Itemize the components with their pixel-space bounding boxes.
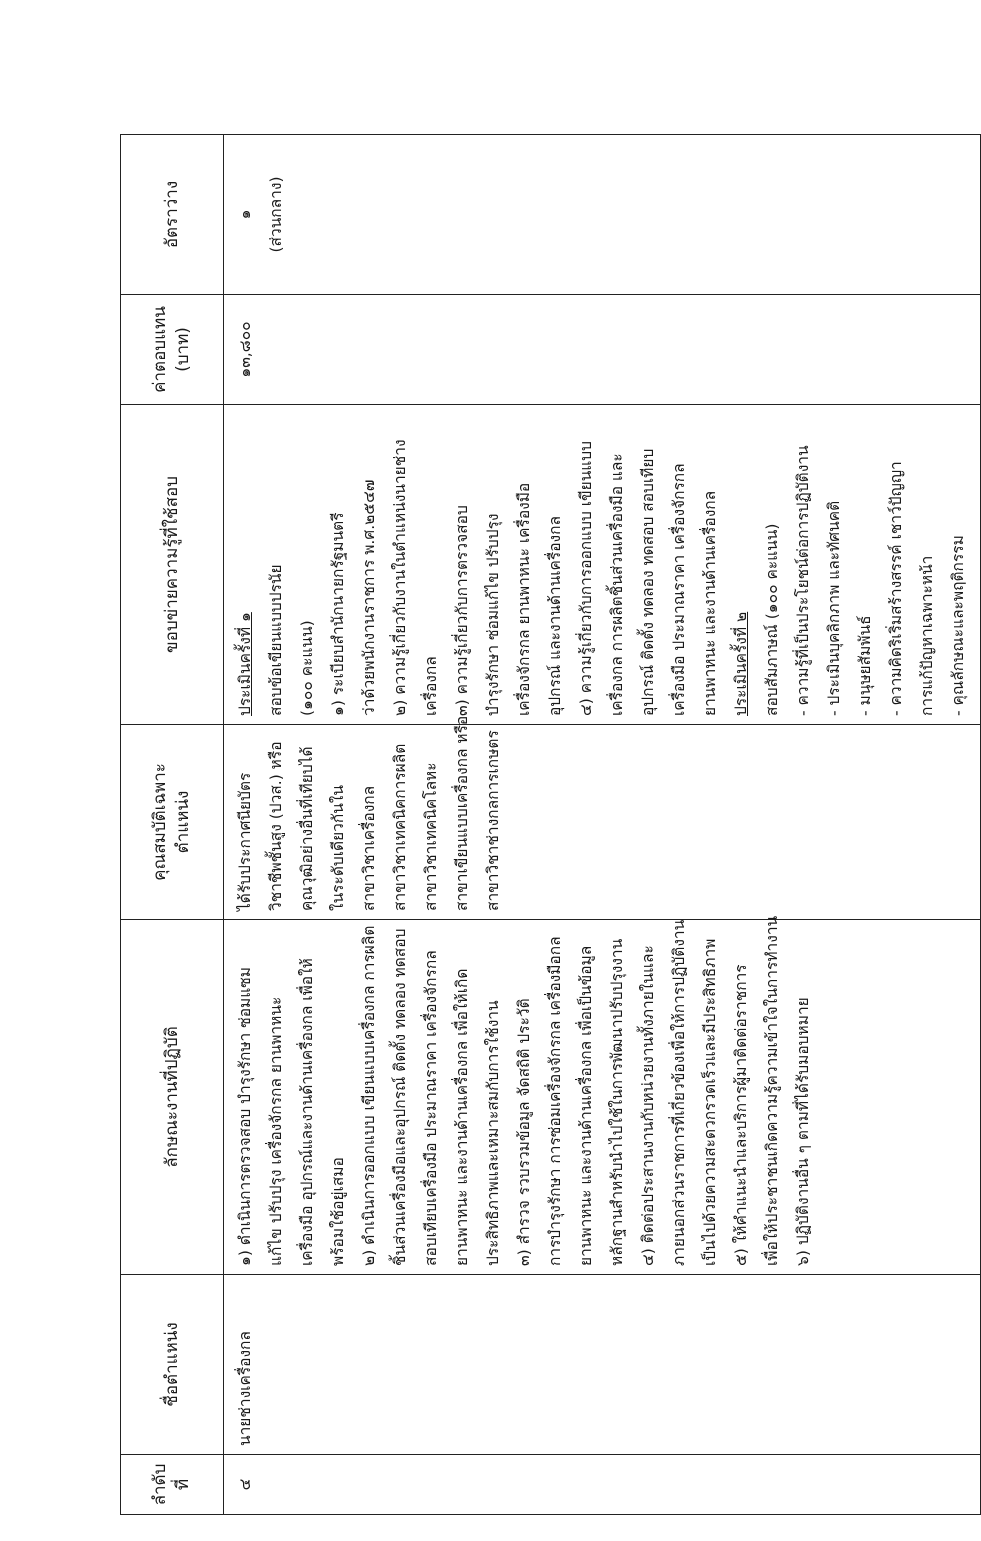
- exam-scope-line: (๑๐๐ คะแนน): [298, 620, 316, 716]
- table-row: [224, 135, 981, 1515]
- header-salary: ค่าตอบแทน (บาท): [121, 295, 224, 405]
- exam-scope-line: เครื่องกล: [422, 656, 440, 716]
- qualification-line: สาขาวิชาช่างกลการเกษตร: [484, 730, 502, 911]
- vacancy-note: (ส่วนกลาง): [267, 176, 285, 253]
- duty-line: ๔) ติดต่อประสานงานกับหน่วยงานทั้งภายในและ: [639, 945, 657, 1266]
- exam-scope-line: ว่าด้วยพนักงานราชการ พ.ศ.๒๕๔๗: [360, 479, 378, 716]
- exam-scope-line: ๔) ความรู้เกี่ยวกับการออกแบบ เขียนแบบ: [577, 441, 595, 716]
- position-table: [120, 134, 981, 1515]
- row-duties: [224, 915, 981, 1275]
- exam-scope-line: อุปกรณ์ ติดตั้ง ทดลอง ทดสอบ สอบเทียบ: [639, 448, 657, 716]
- exam-scope-line: - ความคิดริเริ่มสร้างสรรค์ เชาว์ปัญญา: [887, 461, 905, 716]
- vacancy-count: ๑: [236, 209, 254, 220]
- exam-round-2-heading: ประเมินครั้งที่ ๒: [732, 611, 750, 716]
- duty-line: แก้ไข ปรับปรุง เครื่องจักรกล ยานพาหนะ: [267, 996, 285, 1266]
- row-no: ๔: [224, 1455, 981, 1515]
- table-header-row: [121, 135, 224, 1515]
- duty-line: ยานพาหนะ และงานด้านเครื่องกล เพื่อเป็นข้อมูล: [577, 945, 595, 1266]
- row-vacancies: [224, 135, 981, 295]
- row-position: นายช่างเครื่องกล: [224, 1275, 981, 1455]
- exam-scope-line: สอบข้อเขียนแบบปรนัย: [267, 564, 285, 716]
- duty-line: หลักฐานสำหรับนำไปใช้ในการพัฒนาปรับปรุงงาน: [608, 938, 626, 1266]
- exam-scope-line: สอบสัมภาษณ์ (๑๐๐ คะแนน): [763, 523, 781, 716]
- row-exam-scope: [224, 405, 981, 725]
- header-qualifications: คุณสมบัติเฉพาะตำแหน่ง: [121, 725, 224, 920]
- duty-line: ๑) ดำเนินการตรวจสอบ บำรุงรักษา ซ่อมแซม: [236, 967, 254, 1266]
- duty-line: สอบเทียบเครื่องมือ ประมาณราคา เครื่องจักรกล: [422, 950, 440, 1266]
- exam-scope-line: เครื่องจักรกล ยานพาหนะ เครื่องมือ: [515, 482, 533, 716]
- qualification-line: ได้รับประกาศนียบัตร: [236, 772, 254, 911]
- duty-line: การบำรุงรักษา การซ่อมเครื่องจักรกล เครื่องมือกล: [546, 936, 564, 1266]
- qualification-line: สาขาวิชาเทคนิคโลหะ: [422, 762, 440, 911]
- qualification-line: สาขาเขียนแบบเครื่องกล หรือ: [453, 715, 471, 911]
- qualification-line: คุณวุฒิอย่างอื่นที่เทียบได้: [298, 746, 316, 911]
- exam-scope-line: เครื่องกล การผลิตชิ้นส่วนเครื่องมือ และ: [608, 453, 626, 716]
- exam-scope-line: - ความรู้ที่เป็นประโยชน์ต่อการปฏิบัติงาน: [794, 445, 812, 716]
- duty-line: ๒) ดำเนินการออกแบบ เขียนแบบเครื่องกล การผลิต: [360, 925, 378, 1266]
- row-salary: ๑๓,๘๐๐: [224, 295, 981, 405]
- header-exam-scope: ขอบข่ายความรู้ที่ใช้สอบ: [121, 405, 224, 725]
- exam-scope-line: การแก้ปัญหาเฉพาะหน้า: [918, 555, 936, 716]
- duty-line: ชิ้นส่วนเครื่องมือและอุปกรณ์ ติดตั้ง ทดลอง ทดสอบ: [391, 928, 409, 1266]
- rotated-position-table-page: [120, 135, 967, 1515]
- duty-line: ๕) ให้คำแนะนำและบริการผู้มาติดต่อราชการ: [732, 964, 750, 1266]
- duty-line: พร้อมใช้อยู่เสมอ: [329, 1157, 347, 1266]
- exam-scope-line: - ประเมินบุคลิกภาพ และทัศนคติ: [825, 500, 843, 716]
- duty-line: เพื่อให้ประชาชนเกิดความรู้ความเข้าใจในการทำงาน: [763, 915, 781, 1266]
- exam-scope-line: ๒) ความรู้เกี่ยวกับงานในตำแหน่งนายช่าง: [391, 439, 409, 716]
- duty-line: เป็นไปด้วยความสะดวกรวดเร็วและมีประสิทธิภาพ: [701, 938, 719, 1266]
- duty-line: ภายนอกส่วนราชการที่เกี่ยวข้องเพื่อให้การปฏิบัติงาน: [670, 919, 688, 1266]
- duty-line: ยานพาหนะ และงานด้านเครื่องกล เพื่อให้เกิด: [453, 968, 471, 1266]
- qualification-line: สาขาวิชาเครื่องกล: [360, 785, 378, 911]
- duty-line: ประสิทธิภาพและเหมาะสมกับการใช้งาน: [484, 1000, 502, 1266]
- header-position: ชื่อตำแหน่ง: [121, 1275, 224, 1455]
- row-qualifications: [224, 715, 981, 920]
- exam-scope-line: ๑) ระเบียบสำนักนายกรัฐมนตรี: [329, 512, 347, 716]
- exam-scope-line: อุปกรณ์ และงานด้านเครื่องกล: [546, 516, 564, 716]
- exam-scope-line: เครื่องมือ ประมาณราคา เครื่องจักรกล: [670, 463, 688, 716]
- duty-line: ๖) ปฏิบัติงานอื่น ๆ ตามที่ได้รับมอบหมาย: [794, 997, 812, 1266]
- header-no: ลำดับที่: [121, 1455, 224, 1515]
- qualification-line: ในระดับเดียวกันใน: [329, 784, 347, 911]
- exam-scope-line: บำรุงรักษา ซ่อมแก้ไข ปรับปรุง: [484, 513, 502, 716]
- exam-scope-line: ยานพาหนะ และงานด้านเครื่องกล: [701, 490, 719, 716]
- exam-scope-line: ๓) ความรู้เกี่ยวกับการตรวจสอบ: [453, 505, 471, 716]
- duty-line: เครื่องมือ อุปกรณ์และงานด้านเครื่องกล เพื่อให้: [298, 958, 316, 1266]
- exam-scope-line: - คุณลักษณะและพฤติกรรม: [949, 535, 967, 716]
- duty-line: ๓) สำรวจ รวบรวมข้อมูล จัดสถิติ ประวัติ: [515, 998, 533, 1266]
- header-vacancies: อัตราว่าง: [121, 135, 224, 295]
- header-duties: ลักษณะงานที่ปฏิบัติ: [121, 920, 224, 1275]
- exam-scope-line: - มนุษยสัมพันธ์: [856, 615, 874, 716]
- exam-round-1-heading: ประเมินครั้งที่ ๑: [236, 612, 254, 716]
- qualification-line: สาขาวิชาเทคนิคการผลิต: [391, 743, 409, 911]
- qualification-line: วิชาชีพชั้นสูง (ปวส.) หรือ: [267, 741, 285, 911]
